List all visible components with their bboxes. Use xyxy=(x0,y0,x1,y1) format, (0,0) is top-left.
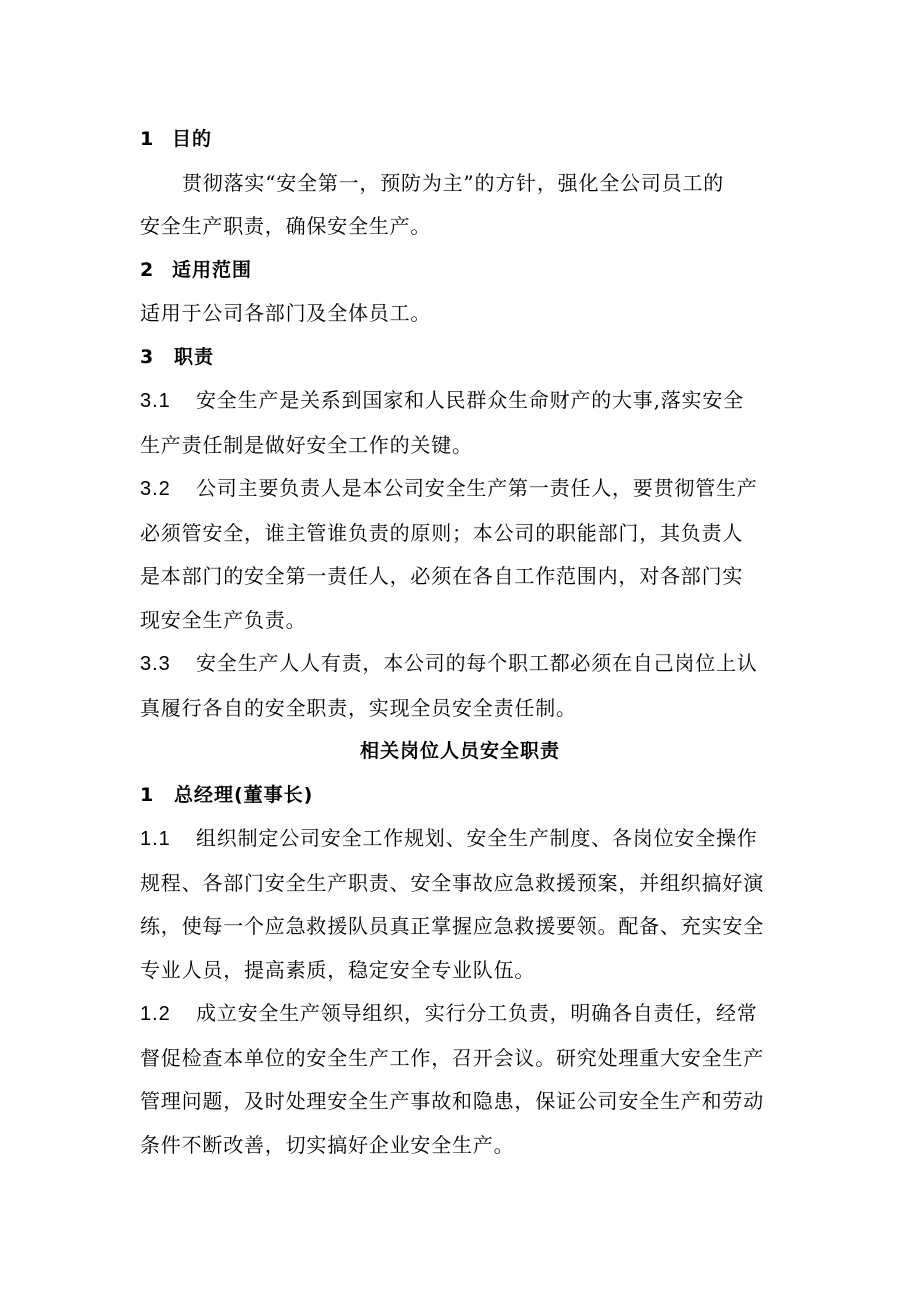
role-number: 1 xyxy=(140,783,155,806)
paragraph-line: 条件不断改善，切实搞好企业安全生产。 xyxy=(140,1132,515,1157)
section-heading-scope xyxy=(140,249,780,293)
clause-text: 安全生产是关系到国家和人民群众生命财产的大事,落实安全 xyxy=(196,388,744,412)
clause-line xyxy=(140,467,780,512)
section-heading-duties xyxy=(140,336,780,380)
paragraph-line: 适用于公司各部门及全体员工。 xyxy=(140,301,432,325)
clause-number: 1.2 xyxy=(140,1003,171,1025)
paragraph-line: 现安全生产负责。 xyxy=(140,607,307,632)
paragraph-line: 专业人员，提高素质，稳定安全专业队伍。 xyxy=(140,957,536,982)
section-title: 职责 xyxy=(174,345,215,368)
section-number: 1 xyxy=(140,128,155,150)
role-heading-general-manager xyxy=(140,774,780,818)
paragraph-line: 规程、各部门安全生产职责、安全事故应急救援预案，并组织搞好演 xyxy=(140,870,764,895)
paragraph-line: 是本部门的安全第一责任人，必须在各自工作范围内，对各部门实 xyxy=(140,564,744,588)
clause-number: 3.3 xyxy=(140,653,171,675)
paragraph-line: 贯彻落实“安全第一，预防为主”的方针，强化全公司员工的 xyxy=(182,170,725,195)
section-number: 2 xyxy=(140,258,155,281)
clause-text: 安全生产人人有责，本公司的每个职工都必须在自己岗位上认 xyxy=(196,651,758,675)
paragraph-line: 练，使每一个应急救援队员真正掌握应急救援要领。配备、充实安全 xyxy=(140,914,764,938)
clause-line xyxy=(140,642,780,687)
clause-number: 1.1 xyxy=(140,828,171,850)
clause-line xyxy=(140,817,780,862)
clause-number: 3.1 xyxy=(140,390,171,412)
roles-section-title: 相关岗位人员安全职责 xyxy=(359,740,560,762)
paragraph-line: 必须管安全，谁主管谁负责的原则；本公司的职能部门，其负责人 xyxy=(140,520,744,545)
clause-text: 成立安全生产领导组织，实行分工负责，明确各自责任，经常 xyxy=(196,1001,758,1025)
clause-line xyxy=(140,379,780,424)
clause-number: 3.2 xyxy=(140,478,171,500)
section-title: 适用范围 xyxy=(172,258,253,281)
role-title: 总经理(董事长) xyxy=(174,783,314,806)
paragraph-line: 生产责任制是做好安全工作的关键。 xyxy=(140,432,473,457)
paragraph-line: 管理问题，及时处理安全生产事故和隐患，保证公司安全生产和劳动 xyxy=(140,1089,764,1113)
section-heading-purpose xyxy=(140,118,780,162)
paragraph-line: 真履行各自的安全职责，实现全员安全责任制。 xyxy=(140,695,577,720)
clause-text: 组织制定公司安全工作规划、安全生产制度、各岗位安全操作 xyxy=(196,826,758,850)
clause-line xyxy=(140,992,780,1037)
document-body xyxy=(140,118,780,1167)
section-number: 3 xyxy=(140,345,155,368)
clause-text: 公司主要负责人是本公司安全生产第一责任人，要贯彻管生产 xyxy=(196,476,758,500)
paragraph-line: 安全生产职责，确保安全生产。 xyxy=(140,214,432,238)
section-title: 目的 xyxy=(172,128,213,150)
paragraph-line: 督促检查本单位的安全生产工作，召开会议。研究处理重大安全生产 xyxy=(140,1045,764,1070)
